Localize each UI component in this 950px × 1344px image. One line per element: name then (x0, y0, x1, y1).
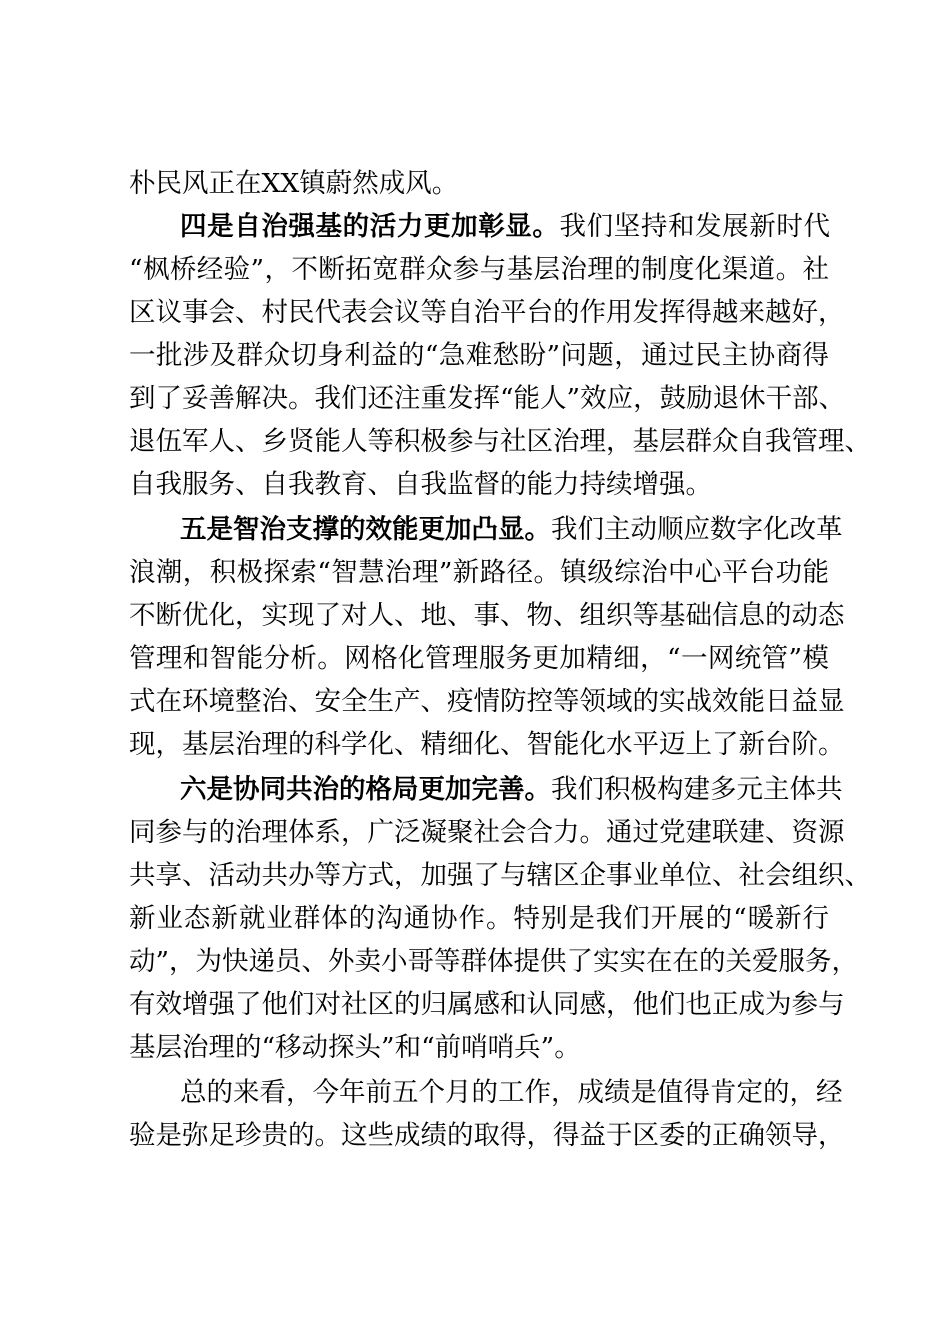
section-heading: 五是智治支撑的效能更加凸显。 (180, 514, 551, 545)
paragraph-line (129, 725, 845, 765)
paragraph-line (129, 899, 829, 939)
paragraph-line (129, 682, 845, 722)
paragraph-line (180, 1073, 843, 1113)
line-text: 浪潮，积极探索“智慧治理”新路径。镇级综治中心平台功能 (129, 557, 829, 588)
line-text: 有效增强了他们对社区的归属感和认同感，他们也正成为参与 (129, 989, 845, 1020)
line-text: 我们主动顺应数字化改革 (551, 514, 843, 545)
paragraph-line (129, 856, 871, 896)
line-text: 总的来看，今年前五个月的工作，成绩是值得肯定的，经 (180, 1077, 843, 1108)
line-text: 退伍军人、乡贤能人等积极参与社区治理，基层群众自我管理、 (129, 426, 871, 457)
line-text: 不断优化，实现了对人、地、事、物、组织等基础信息的动态 (129, 600, 845, 631)
paragraph-line (129, 164, 829, 204)
paragraph-line (129, 985, 845, 1025)
line-text: 到了妥善解决。我们还注重发挥“能人”效应，鼓励退休干部、 (129, 383, 846, 414)
line-text: “枫桥经验”，不断拓宽群众参与基层治理的制度化渠道。社 (129, 254, 829, 285)
paragraph-line (129, 250, 829, 290)
section-heading: 四是自治强基的活力更加彰显。 (180, 211, 560, 242)
paragraph-line (129, 336, 829, 376)
line-text: 验是弥足珍贵的。这些成绩的取得，得益于区委的正确领导， (129, 1120, 845, 1151)
line-text: 式在环境整治、安全生产、疫情防控等领域的实战效能日益显 (129, 686, 845, 717)
line-text: 我们积极构建多元主体共 (551, 774, 843, 805)
line-text: 动”，为快递员、外卖小哥等群体提供了实实在在的关爱服务， (129, 946, 859, 977)
paragraph-line (129, 465, 829, 505)
paragraph-line (129, 1028, 829, 1068)
paragraph-line (129, 553, 829, 593)
section-heading: 六是协同共治的格局更加完善。 (180, 774, 551, 805)
paragraph-line (129, 1116, 845, 1156)
line-text: 朴民风正在XX镇蔚然成风。 (129, 168, 459, 199)
line-text: 区议事会、村民代表会议等自治平台的作用发挥得越来越好， (129, 297, 845, 328)
line-text: 管理和智能分析。网格化管理服务更加精细，“一网统管”模 (129, 643, 829, 674)
paragraph-line (129, 422, 871, 462)
paragraph-line (129, 379, 846, 419)
paragraph-line (180, 207, 830, 247)
line-text: 现，基层治理的科学化、精细化、智能化水平迈上了新台阶。 (129, 729, 845, 760)
line-text: 同参与的治理体系，广泛凝聚社会合力。通过党建联建、资源 (129, 817, 845, 848)
line-text: 新业态新就业群体的沟通协作。特别是我们开展的“暖新行 (129, 903, 829, 934)
paragraph-line (129, 596, 845, 636)
paragraph-line (180, 770, 843, 810)
line-text: 自我服务、自我教育、自我监督的能力持续增强。 (129, 469, 712, 500)
paragraph-line (129, 942, 859, 982)
line-text: 基层治理的“移动探头”和“前哨哨兵”。 (129, 1032, 581, 1063)
line-text: 我们坚持和发展新时代 (559, 211, 831, 242)
paragraph-line (129, 813, 845, 853)
paragraph-line (129, 293, 845, 333)
paragraph-line (129, 639, 829, 679)
paragraph-line (180, 510, 843, 550)
line-text: 共享、活动共办等方式，加强了与辖区企事业单位、社会组织、 (129, 860, 871, 891)
line-text: 一批涉及群众切身利益的“急难愁盼”问题，通过民主协商得 (129, 340, 829, 371)
